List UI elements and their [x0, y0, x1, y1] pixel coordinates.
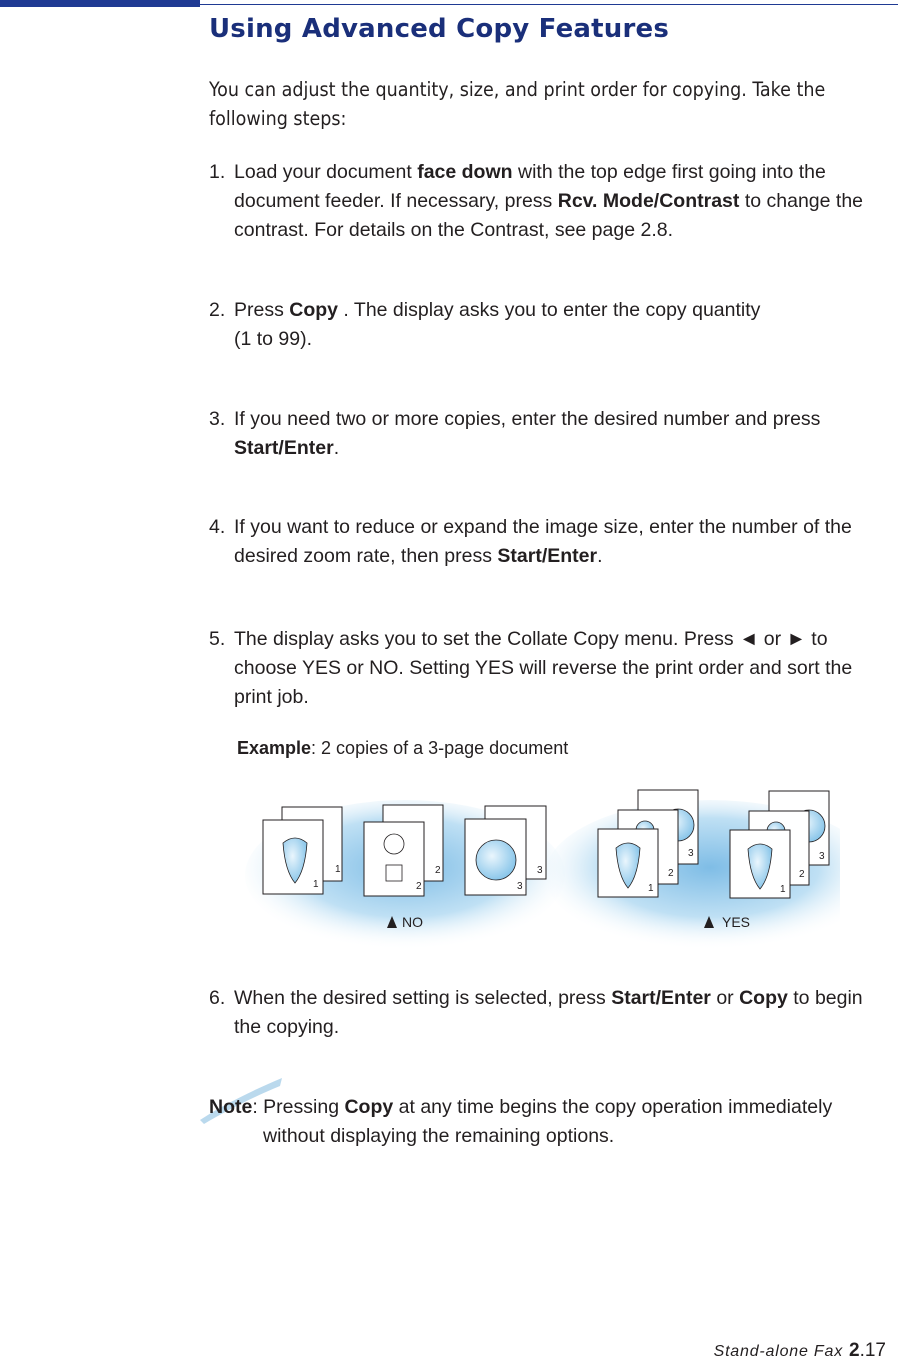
intro-paragraph: You can adjust the quantity, size, and print order for copying. Take the following steps:	[209, 78, 826, 130]
example-caption: Example: 2 copies of a 3-page document	[237, 738, 569, 758]
page-number: 1	[313, 879, 319, 890]
page-number: 3	[688, 848, 694, 859]
note-text: at any time begins the copy operation immediately without displaying the remaining options.	[263, 1096, 833, 1147]
step-4	[209, 513, 893, 571]
page-number: 2	[668, 868, 674, 879]
no-page-3-front	[465, 819, 526, 895]
page-number: 3	[537, 865, 543, 876]
section-name: Stand-alone Fax	[713, 1343, 843, 1360]
header-accent-bar	[0, 0, 200, 7]
step-text: Press Copy . The display asks you to enter the copy quantity (1 to 99).	[234, 299, 761, 350]
step-text: If you need two or more copies, enter the desired number and press Start/Enter.	[234, 408, 821, 459]
page-number: 2	[416, 881, 422, 892]
step-3	[209, 405, 893, 463]
page-footer	[714, 1340, 886, 1362]
step-number: 2.	[209, 299, 226, 321]
step-6	[209, 984, 893, 1042]
no-label: NO	[402, 914, 423, 930]
step-1	[209, 158, 893, 245]
step-number: 3.	[209, 408, 226, 430]
step-2	[209, 296, 893, 354]
no-page-1-front	[263, 820, 323, 894]
yes-label: YES	[722, 914, 751, 930]
page-number: 1	[335, 864, 341, 875]
step-text: When the desired setting is selected, press Start/Enter or Copy to begin the copying.	[234, 987, 863, 1038]
step-text: If you want to reduce or expand the image size, enter the number of the desired zoom rate, then press Start/Enter.	[234, 516, 852, 567]
step-text: The display asks you to set the Collate Copy menu. Press ◄ or ► to choose YES or NO. Setting YES will reverse the print order and sort the print job.	[234, 628, 853, 708]
page-number-major: 2	[849, 1340, 860, 1361]
header-rule	[200, 4, 898, 5]
note-label: Note	[209, 1096, 253, 1118]
apple-icon	[476, 840, 516, 880]
page-number: 2	[435, 865, 441, 876]
right-arrow-icon: ►	[786, 628, 806, 650]
page-number: 1	[780, 884, 786, 895]
page-number: 3	[517, 881, 523, 892]
step-number: 5.	[209, 628, 226, 650]
page-number-minor: .17	[859, 1340, 886, 1361]
page-number: 1	[648, 883, 654, 894]
step-number: 6.	[209, 987, 226, 1009]
page-title: Using Advanced Copy Features	[209, 14, 670, 44]
step-5	[209, 625, 893, 712]
step-text: Load your document face down with the top edge first going into the document feeder. If necessary, press Rcv. Mode/Contrast to change the contrast. For details on the Contrast, see page 2.8.	[234, 161, 864, 241]
step-number: 1.	[209, 161, 226, 183]
left-arrow-icon: ◄	[739, 628, 759, 650]
note: Note: Pressing Copy at any time begins the copy operation immediately without displaying the remaining options.	[209, 1096, 833, 1147]
no-page-2-front	[364, 822, 424, 896]
flower-icon	[384, 834, 404, 854]
page-number: 2	[799, 869, 805, 880]
step-number: 4.	[209, 516, 226, 538]
collate-diagram	[240, 780, 840, 960]
page-number: 3	[819, 851, 825, 862]
